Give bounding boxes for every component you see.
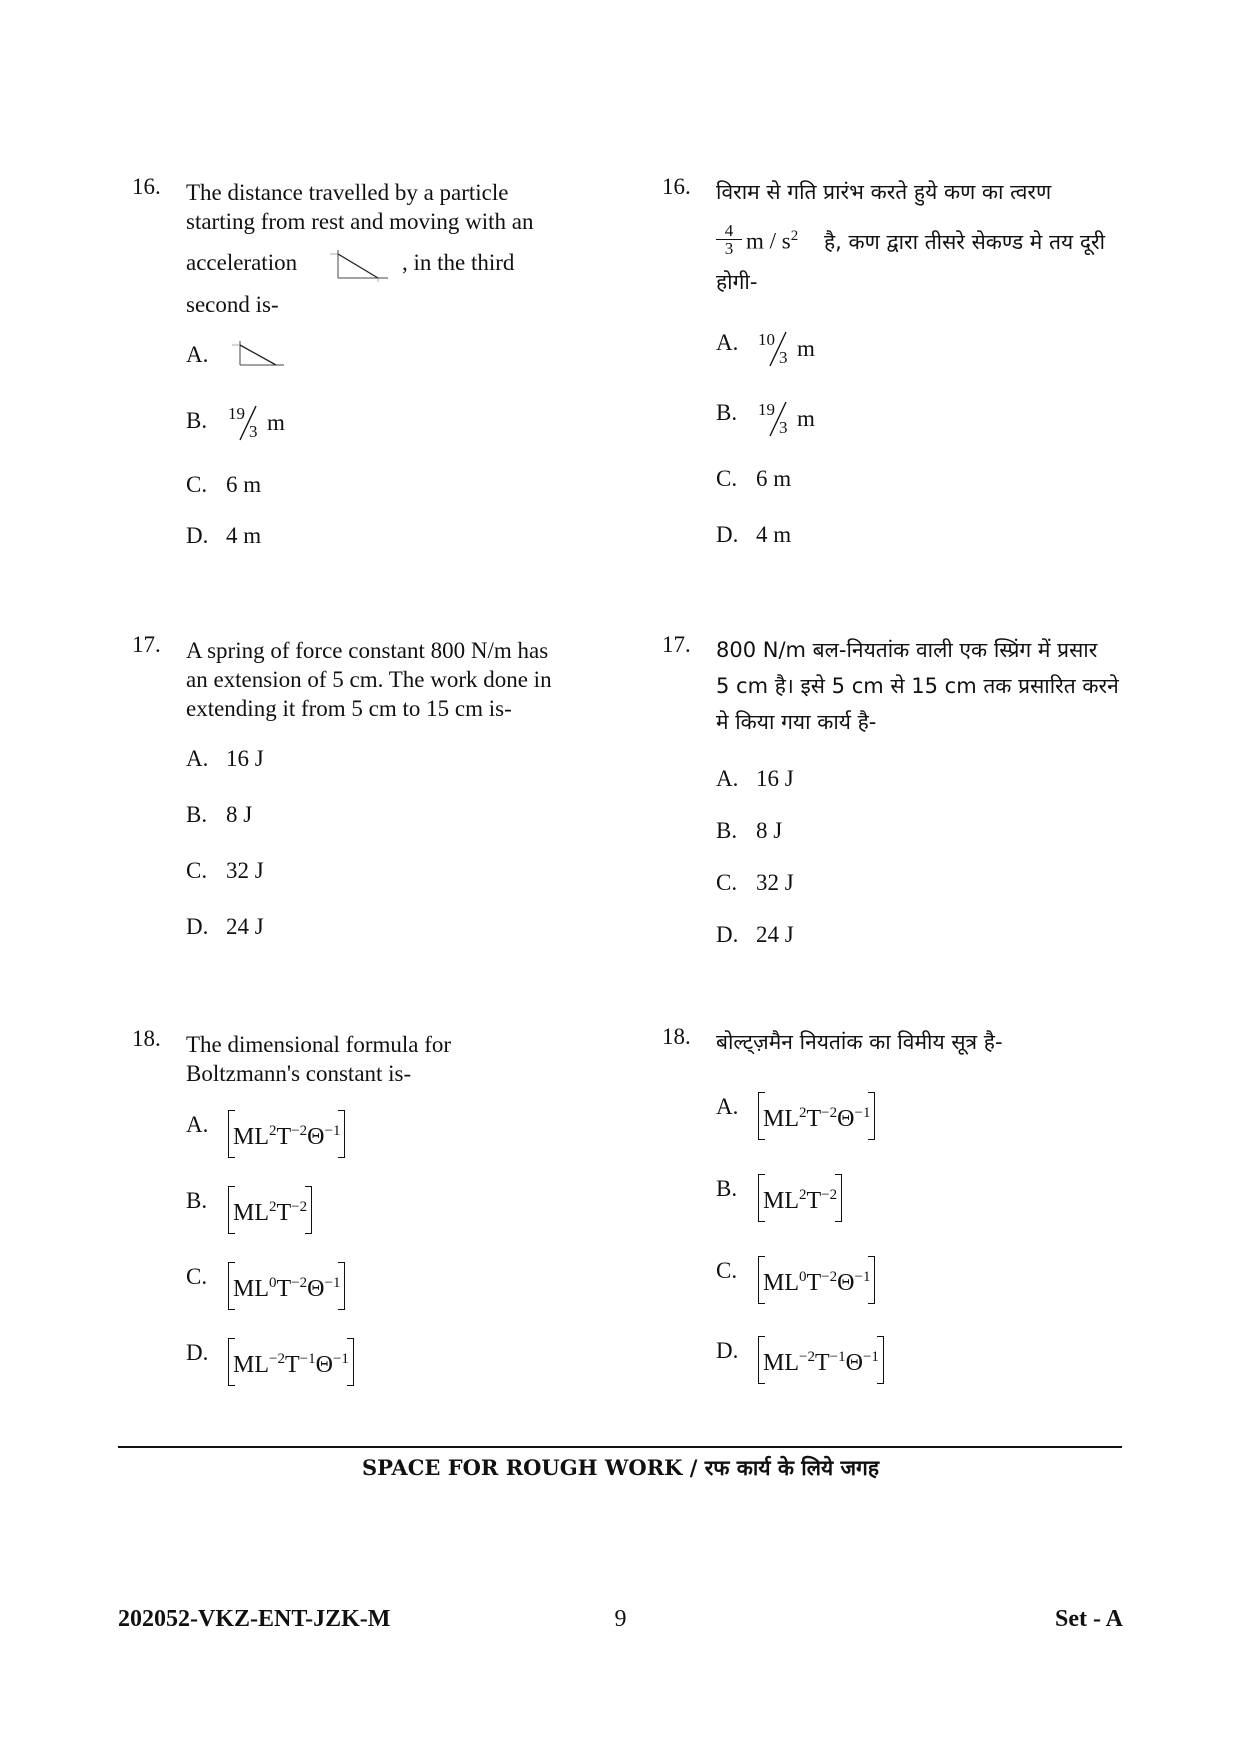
- dimension-bracket: $ML^0T^{-2}\Theta^{-1}$: [228, 1262, 345, 1310]
- q17-en-option-a-label[interactable]: A.: [186, 746, 209, 771]
- q16-en-line1: The distance travelled by a particle: [186, 180, 509, 205]
- fraction-numerator: 19: [228, 404, 245, 423]
- q17-hi-option-a-text: 16 J: [756, 766, 794, 791]
- q17-hi-option-d-label[interactable]: D.: [716, 922, 739, 947]
- q16-hi-fraction: [716, 222, 742, 258]
- fraction-numerator: 19: [758, 400, 775, 419]
- q18-hi-number: 18.: [662, 1024, 691, 1049]
- q18-hi-option-a-label[interactable]: A.: [716, 1094, 739, 1119]
- q17-hi-number: 17.: [662, 632, 691, 657]
- dimension-bracket: $ML^2T^{-2}$: [758, 1174, 842, 1222]
- q16-en-line2: starting from rest and moving with an: [186, 209, 534, 234]
- acceleration-graph-icon: [316, 246, 400, 286]
- unit: m: [797, 336, 815, 361]
- q17-hi-line1: 800 N/m बल-नियतांक वाली एक स्प्रिंग में प्रसार: [716, 638, 1098, 662]
- fraction-denominator: 3: [716, 239, 742, 258]
- q18-en-option-b-formula: [228, 1186, 312, 1234]
- dimension-bracket: $ML^{-2}T^{-1}\Theta^{-1}$: [228, 1338, 354, 1386]
- q17-hi-option-a-label[interactable]: A.: [716, 766, 739, 791]
- unit: m: [797, 406, 815, 431]
- q17-en-line3: extending it from 5 cm to 15 cm is-: [186, 696, 512, 721]
- q18-hi-option-b-formula: [758, 1174, 842, 1222]
- fraction-denominator: 3: [779, 418, 788, 437]
- q16-hi-option-b-label[interactable]: B.: [716, 400, 738, 425]
- q16-en-number: 16.: [132, 174, 161, 199]
- q18-en-line1: The dimensional formula for: [186, 1032, 452, 1057]
- q18-hi-option-c-label[interactable]: C.: [716, 1258, 738, 1283]
- q16-hi-option-c-text: 6 m: [756, 466, 792, 491]
- q16-en-line3b: , in the third: [402, 250, 515, 275]
- q17-hi-option-b-text: 8 J: [756, 818, 783, 843]
- q18-hi-option-d-label[interactable]: D.: [716, 1338, 739, 1363]
- q18-en-option-c-label[interactable]: C.: [186, 1264, 208, 1289]
- q16-hi-line3: होगी-: [716, 270, 758, 294]
- q16-hi-option-d-text: 4 m: [756, 522, 792, 547]
- q18-hi-option-b-label[interactable]: B.: [716, 1176, 738, 1201]
- q16-en-option-b-label[interactable]: B.: [186, 408, 208, 433]
- q17-hi-option-c-text: 32 J: [756, 870, 794, 895]
- q16-en-line4: second is-: [186, 292, 279, 317]
- q16-en-option-c-label[interactable]: C.: [186, 472, 208, 497]
- q17-en-line2: an extension of 5 cm. The work done in: [186, 667, 552, 692]
- q16-en-option-b-value: [228, 404, 298, 442]
- q16-hi-number: 16.: [662, 174, 691, 199]
- dimension-bracket: $ML^2T^{-2}\Theta^{-1}$: [758, 1092, 875, 1140]
- q18-en-option-d-label[interactable]: D.: [186, 1340, 209, 1365]
- q18-en-option-d-formula: [228, 1338, 354, 1386]
- unit-text: m / s: [746, 228, 791, 254]
- q17-en-option-b-label[interactable]: B.: [186, 802, 208, 827]
- q18-en-option-a-label[interactable]: A.: [186, 1112, 209, 1137]
- q17-en-option-d-label[interactable]: D.: [186, 914, 209, 939]
- q18-hi-option-a-formula: [758, 1092, 875, 1140]
- q18-en-line2: Boltzmann's constant is-: [186, 1061, 412, 1086]
- q18-hi-option-c-formula: [758, 1256, 875, 1304]
- q16-hi-option-a-value: [758, 330, 828, 368]
- q18-hi-line1: बोल्ट्ज़मैन नियतांक का विमीय सूत्र है-: [716, 1030, 1003, 1054]
- q17-hi-line3: मे किया गया कार्य है-: [716, 710, 877, 734]
- q17-hi-option-c-label[interactable]: C.: [716, 870, 738, 895]
- q17-en-option-b-text: 8 J: [226, 802, 253, 827]
- q17-en-number: 17.: [132, 632, 161, 657]
- q17-hi-option-d-text: 24 J: [756, 922, 794, 947]
- q17-hi-option-b-label[interactable]: B.: [716, 818, 738, 843]
- q18-en-number: 18.: [132, 1026, 161, 1051]
- q17-en-option-c-label[interactable]: C.: [186, 858, 208, 883]
- q18-en-option-c-formula: [228, 1262, 345, 1310]
- rough-work-divider: [118, 1446, 1122, 1448]
- q16-hi-option-a-label[interactable]: A.: [716, 330, 739, 355]
- fraction-numerator: 4: [724, 221, 734, 240]
- fraction-denominator: 3: [779, 348, 788, 367]
- q16-en-option-d-label[interactable]: D.: [186, 523, 209, 548]
- dimension-bracket: $ML^2T^{-2}\Theta^{-1}$: [228, 1110, 345, 1158]
- q16-hi-unit: [746, 228, 798, 255]
- q17-hi-line2: 5 cm है। इसे 5 cm से 15 cm तक प्रसारित करने: [716, 674, 1119, 698]
- q16-hi-option-c-label[interactable]: C.: [716, 466, 738, 491]
- q18-hi-option-d-formula: [758, 1336, 884, 1384]
- q18-en-option-a-formula: [228, 1110, 345, 1158]
- option-a-graph-icon: [224, 335, 294, 375]
- unit: m: [267, 410, 285, 435]
- rough-work-heading: SPACE FOR ROUGH WORK / रफ कार्य के लिये जगह: [361, 1455, 880, 1480]
- q16-en-option-c-text: 6 m: [226, 472, 262, 497]
- dimension-bracket: $ML^0T^{-2}\Theta^{-1}$: [758, 1256, 875, 1304]
- dimension-bracket: $ML^2T^{-2}$: [228, 1186, 312, 1234]
- q17-en-option-d-text: 24 J: [226, 914, 264, 939]
- page-number: 9: [614, 1606, 627, 1632]
- paper-code: 202052-VKZ-ENT-JZK-M: [118, 1606, 391, 1632]
- q18-en-option-b-label[interactable]: B.: [186, 1188, 208, 1213]
- fraction-numerator: 10: [758, 330, 775, 349]
- q17-en-line1: A spring of force constant 800 N/m has: [186, 638, 549, 663]
- q16-hi-line1: विराम से गति प्रारंभ करते हुये कण का त्वरण: [716, 180, 1052, 204]
- q16-hi-line2: है, कण द्वारा तीसरे सेकण्ड मे तय दूरी: [824, 230, 1106, 254]
- q16-en-option-a-label[interactable]: A.: [186, 342, 209, 367]
- dimension-bracket: $ML^{-2}T^{-1}\Theta^{-1}$: [758, 1336, 884, 1384]
- q16-hi-option-b-value: [758, 400, 828, 438]
- q16-hi-option-d-label[interactable]: D.: [716, 522, 739, 547]
- unit-exponent: 2: [790, 228, 799, 244]
- q16-en-option-d-text: 4 m: [226, 523, 262, 548]
- q16-en-line3a: acceleration: [186, 250, 298, 275]
- set-label: Set - A: [1055, 1606, 1123, 1632]
- q17-en-option-c-text: 32 J: [226, 858, 264, 883]
- q17-en-option-a-text: 16 J: [226, 746, 264, 771]
- fraction-denominator: 3: [249, 422, 258, 441]
